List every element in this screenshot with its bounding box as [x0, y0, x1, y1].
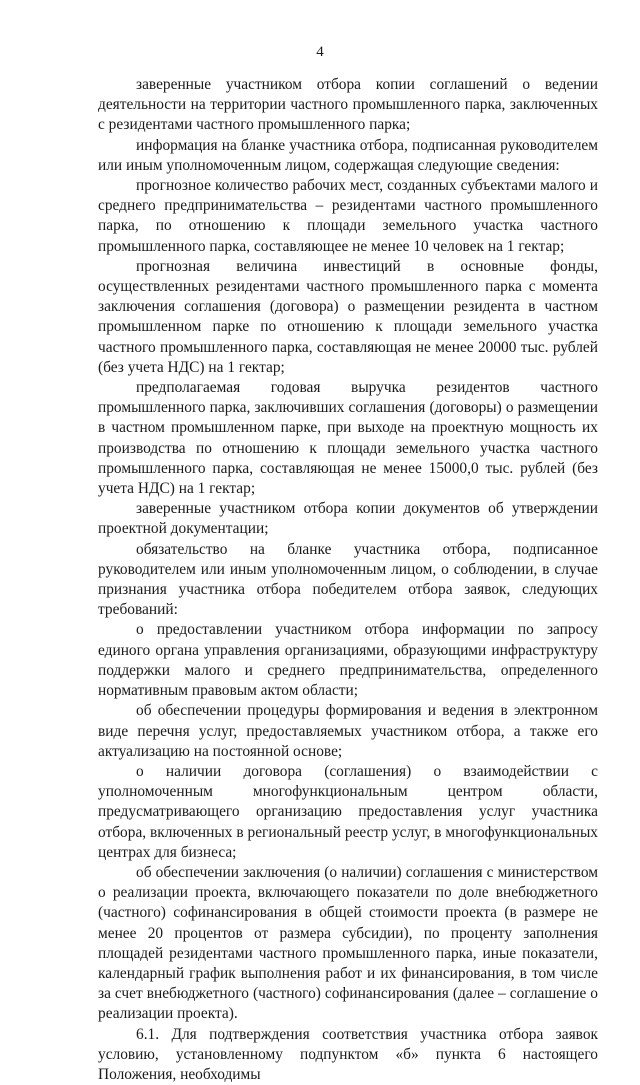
paragraph: об обеспечении процедуры формирования и ведения в электронном виде перечня услуг, предоставляемых участником отбора, а также его актуализацию на постоянной основе; — [98, 702, 598, 760]
paragraph: обязательство на бланке участника отбора, подписанное руководителем или иным уполномоченным лицом, о соблюдении, в случае признания участника отбора победителем отбора заявок, следующих требований: — [98, 540, 598, 619]
paragraph: прогнозное количество рабочих мест, созданных субъектами малого и среднего предпринимательства – резидентами частного промышленного парка, по отношению к площади земельного участка частного промышленного парка, составляющее не менее 10 человек на 1 гектар; — [98, 177, 598, 255]
paragraph: предполагаемая годовая выручка резидентов частного промышленного парка, заключивших соглашения (договоры) о размещении в частном промышленном парке, при выходе на проектную мощность их производства по отношению к площади земельного участка частного промышленного парка, составляющая не менее 15000,0 тыс. рублей (без учета НДС) на 1 гектар; — [98, 379, 598, 498]
paragraph: заверенные участником отбора копии документов об утверждении проектной документации; — [98, 500, 598, 538]
page-number: 4 — [316, 44, 324, 60]
paragraph: об обеспечении заключения (о наличии) соглашения с министерством о реализации проекта, включающего показатели по доле внебюджетного (частного) софинансирования в общей стоимости проекта (в размере не менее 20 процентов от размера субсидии), по проценту заполнения площадей резидентами частного промышленного парка, иные показатели, календарный график выполнения работ и их финансирования, в том числе за счет внебюджетного (частного) софинансирования (далее – соглашение о реализации проекта). — [98, 863, 598, 1023]
paragraph: о предоставлении участником отбора информации по запросу единого органа управления организациями, образующими инфраструктуру поддержки малого и среднего предпринимательства, определенного нормативным правовым актом области; — [98, 621, 598, 700]
paragraph: заверенные участником отбора копии соглашений о ведении деятельности на территории частного промышленного парка, заключенных с резидентами частного промышленного парка; — [98, 76, 598, 134]
paragraph: информация на бланке участника отбора, подписанная руководителем или иным уполномоченным лицом, содержащая следующие сведения: — [98, 136, 598, 174]
paragraph: о наличии договора (соглашения) о взаимодействии с уполномоченным многофункциональным центром области, предусматривающего организацию предоставления услуг участника отбора, включенных в региональный реестр услуг, в многофункциональных центрах для бизнеса; — [98, 762, 598, 861]
document-body — [98, 75, 598, 1085]
paragraph: прогнозная величина инвестиций в основные фонды, осуществленных резидентами частного промышленного парка с момента заключения соглашения (договора) о размещении резидента в частном промышленном парке по отношению к площади земельного участка частного промышленного парка, составляющая не менее 20000 тыс. рублей (без учета НДС) на 1 гектар; — [98, 257, 598, 376]
paragraph: 6.1. Для подтверждения соответствия участника отбора заявок условию, установленному подпунктом «б» пункта 6 настоящего Положения, необходимы — [98, 1025, 598, 1083]
